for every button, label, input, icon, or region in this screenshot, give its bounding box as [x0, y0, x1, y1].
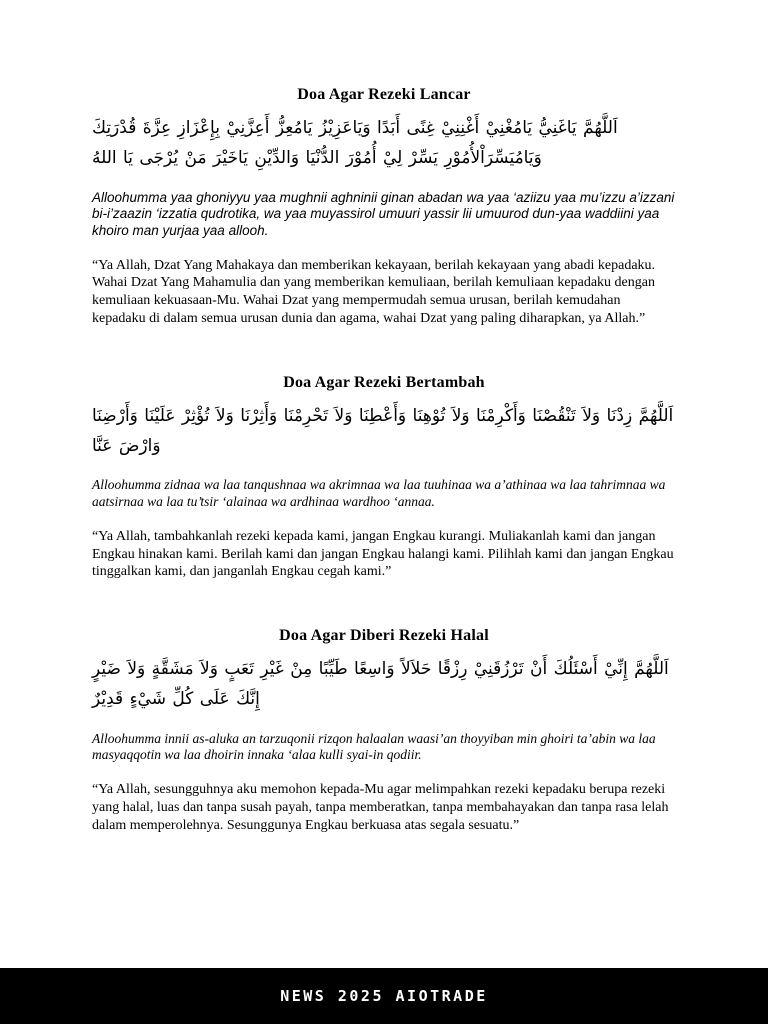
section-doa-rezeki-bertambah — [92, 374, 676, 581]
footer-watermark-text: NEWS 2025 AIOTRADE — [280, 987, 488, 1005]
section-title: Doa Agar Diberi Rezeki Halal — [279, 627, 489, 645]
section-doa-rezeki-halal — [92, 627, 676, 834]
section-doa-rezeki-lancar — [92, 86, 676, 328]
arabic-prayer-text: اَللَّهُمَّ يَاغَنِيُّ يَامُغْنِيْ أَغْنِنِيْ غِنًى أَبَدًا وَيَاعَزِيْزُ يَامُعِزُّ أَعِزَّنِيْ بِإِعْزَازِ عِزَّةَ قُدْرَتِكَ وَيَامُيَسِّرَاْلأُمُوْرِ يَسِّرْ لِيْ أُمُوْرَ الدُّنْيَا وَالدِّيْنِ يَاخَيْرَ مَنْ يُرْجَى يَا اللهُ — [92, 118, 618, 168]
transliteration-text: Alloohumma yaa ghoniyyu yaa mughnii aghninii ginan abadan wa yaa ‘aziizu yaa mu’izzu a’izzani bi-i’zaazin ‘izzatia qudrotika, wa yaa muyassirol umuuri yassir lii umuurod dun-yaa waddiini yaa khoiro man yurjaa yaa allooh. — [92, 189, 675, 238]
arabic-prayer-text: اَللَّهُمَّ إِنِّيْ أَسْئَلُكَ أَنْ تَرْزُقَنِيْ رِزْقًا حَلاَلاً وَاسِعًا طَيِّبًا مِنْ غَيْرِ تَعَبٍ وَلاَ مَشَقَّةٍ وَلاَ ضَيْرٍ إِنَّكَ عَلَى كُلِّ شَيْءٍ قَدِيْرٌ — [92, 659, 669, 709]
footer-bar — [0, 968, 768, 1024]
translation-text: “Ya Allah, Dzat Yang Mahakaya dan memberikan kekayaan, berilah kekayaan yang abadi kepadaku. Wahai Dzat Yang Mahamulia dan yang memberikan kemuliaan, berilah kemuliaan kepadaku dengan kemuliaan kekuasaan-Mu. Wahai Dzat yang mempermudah semua urusan, berilah kemudahan kepadaku di dalam semua urusan dunia dan agama, wahai Dzat yang paling diharapkan, ya Allah.” — [92, 257, 656, 326]
translation-text: “Ya Allah, sesungguhnya aku memohon kepada-Mu agar melimpahkan rezeki kepadaku berupa rezeki yang halal, luas dan tanpa susah payah, tanpa memberatkan, tanpa membahayakan dan tanpa rasa lelah dalam memperolehnya. Sesunggunya Engkau berkuasa atas segala sesuatu.” — [92, 782, 669, 833]
arabic-prayer-text: اَللَّهُمَّ زِدْنَا وَلاَ تَنْقُصْنَا وَأَكْرِمْنَا وَلاَ تُوْهِنَا وَأَعْطِنَا وَلاَ تَحْرِمْنَا وَأَثِرْنَا وَلاَ تُؤْثِرْ عَلَيْنَا وَأَرْضِنَا وَارْضَ عَنَّا — [92, 405, 674, 456]
section-title: Doa Agar Rezeki Bertambah — [283, 373, 485, 391]
section-title: Doa Agar Rezeki Lancar — [297, 86, 471, 103]
transliteration-text: Alloohumma zidnaa wa laa tanqushnaa wa akrimnaa wa laa tuuhinaa wa a’athinaa wa laa tahrimnaa wa aatsirnaa wa laa tu’tsir ‘alainaa wa ardhinaa wardhoo ‘annaa. — [92, 477, 666, 509]
translation-text: “Ya Allah, tambahkanlah rezeki kepada kami, jangan Engkau kurangi. Muliakanlah kami dan jangan Engkau hinakan kami. Berilah kami dan jangan Engkau halangi kami. Pilihlah kami dan jangan Engkau tinggalkan kami, dan janganlah Engkau cegah kami.” — [92, 528, 674, 580]
transliteration-text: Alloohumma innii as-aluka an tarzuqonii rizqon halaalan waasi’an thoyyiban min ghoiri ta’abin wa laa masyaqqotin wa laa dhoirin innaka ‘alaa kulli syai-in qodiir. — [92, 730, 656, 763]
